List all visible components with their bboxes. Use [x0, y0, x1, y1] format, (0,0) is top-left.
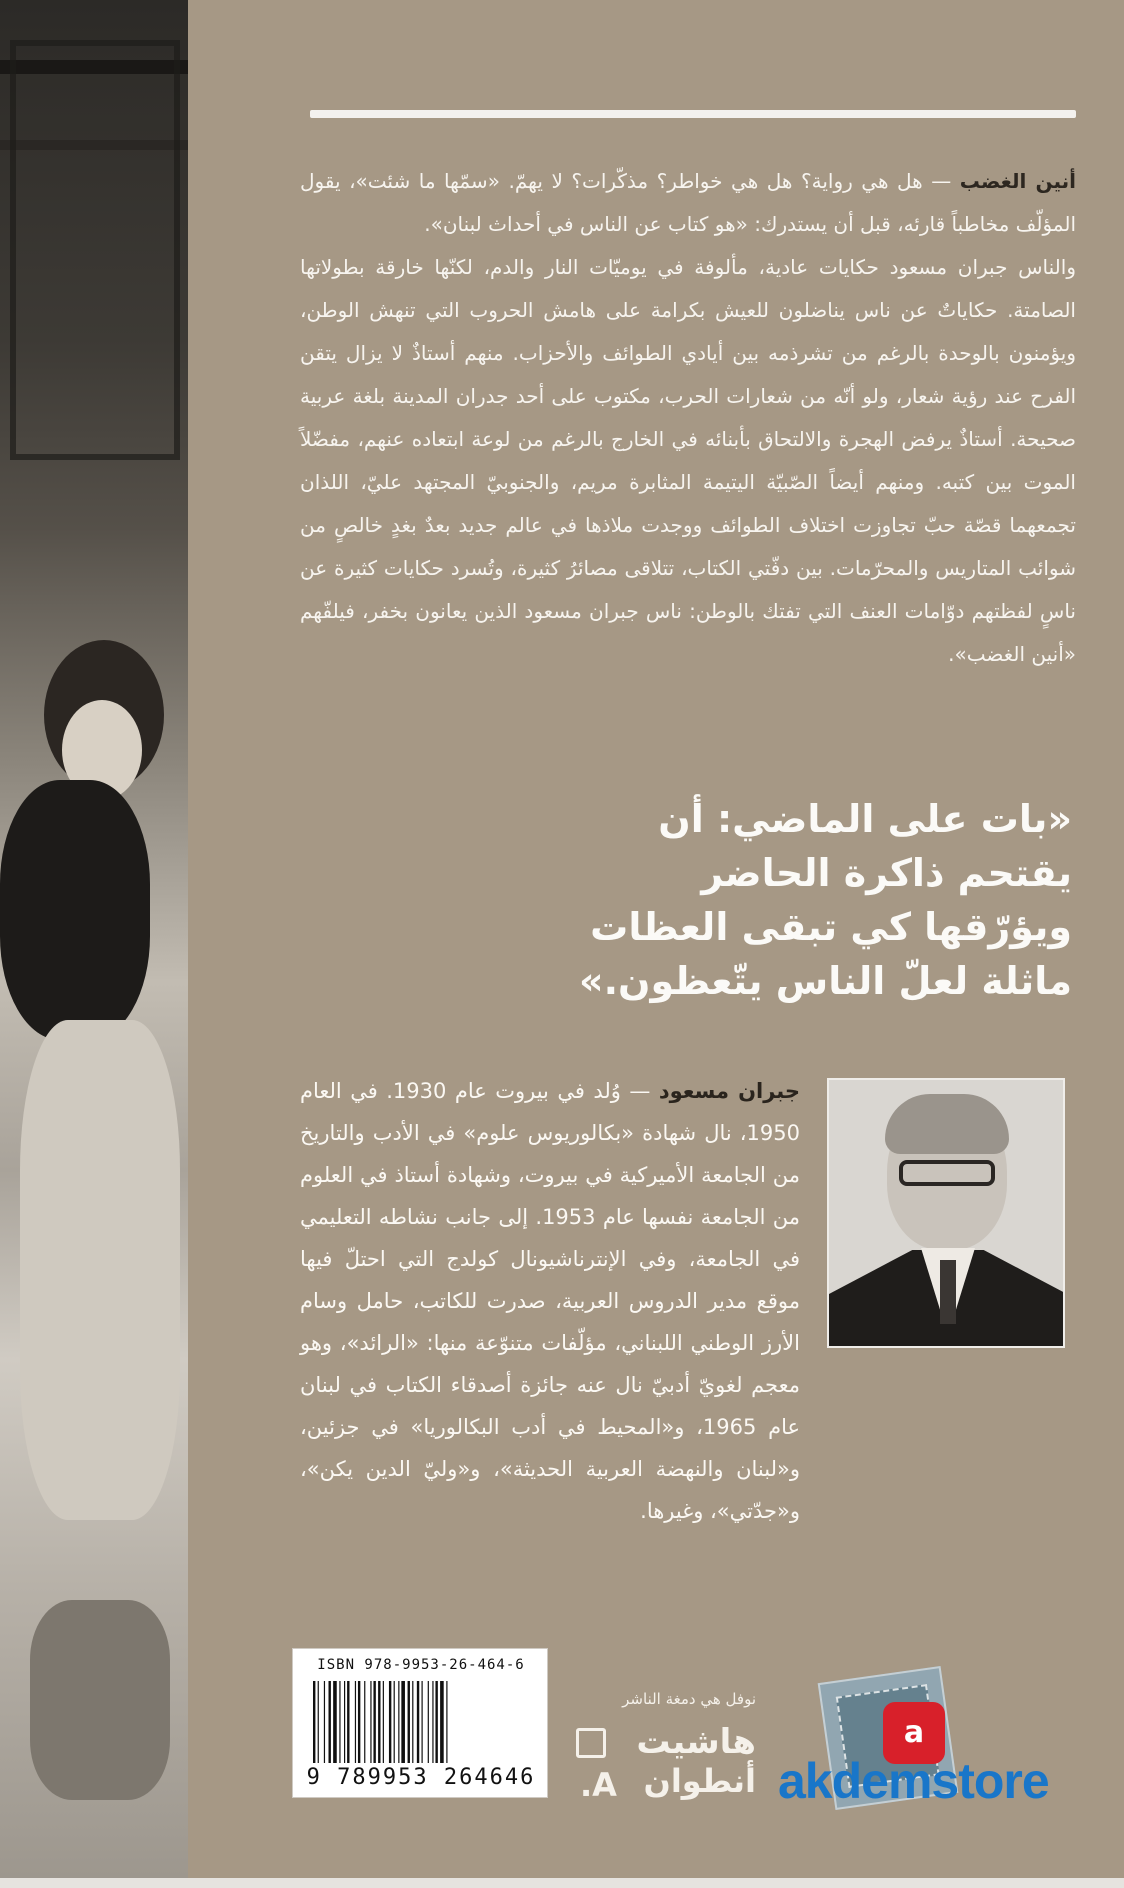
quote-line: يقتحم ذاكرة الحاضر	[701, 851, 1072, 895]
photo-figure-arm	[30, 1600, 170, 1800]
barcode-bar	[370, 1681, 371, 1763]
barcode-bar	[428, 1681, 429, 1763]
isbn-digits: 9 789953 264646	[306, 1765, 536, 1790]
publisher-name-1: هاشيت	[636, 1722, 756, 1762]
publisher-logo	[556, 1722, 756, 1804]
publisher-mark: A.	[580, 1766, 617, 1804]
barcode-bar	[378, 1681, 380, 1763]
store-watermark: akdemstore	[778, 1753, 1049, 1809]
blurb-paragraph-1	[300, 160, 1076, 246]
barcode-bar	[408, 1681, 410, 1763]
hachette-icon	[576, 1728, 606, 1758]
barcode-bars	[311, 1681, 531, 1763]
barcode-bar	[344, 1681, 345, 1763]
quote-line: ويؤرّقها كي تبقى العظات	[590, 905, 1072, 949]
barcode-bar	[412, 1681, 413, 1763]
book-blurb	[300, 160, 1076, 676]
publisher-note: نوفل هي دمغة الناشر	[622, 1690, 756, 1708]
barcode-bar	[432, 1681, 433, 1763]
author-bio	[300, 1070, 800, 1532]
barcode-bar	[333, 1681, 337, 1763]
barcode-bar	[364, 1681, 365, 1763]
barcode-bar	[417, 1681, 419, 1763]
blurb-intro: — هل هي رواية؟ هل هي خواطر؟ مذكّرات؟ لا يهمّ. «سمّها ما شئت»، يقول المؤلّف مخاطباً قارئه، قبل أن يستدرك: «هو كتاب عن الناس في أحداث لبنان».	[300, 169, 1076, 236]
portrait-hair	[885, 1094, 1009, 1154]
publisher-name-2: أنطوان	[643, 1762, 756, 1800]
quote-line: ماثلة لعلّ الناس يتّعظون.»	[579, 959, 1072, 1003]
barcode-bar	[389, 1681, 391, 1763]
barcode-bar	[401, 1681, 405, 1763]
barcode-bar	[318, 1681, 319, 1763]
blurb-paragraph-2: والناس جبران مسعود حكايات عادية، مألوفة في يوميّات النار والدم، لكنّها خارقة بطولاتها الصامتة. حكاياتٌ عن ناس يناضلون للعيش بكرامة على هامش الحروب التي تنهش الوطن، ويؤمنون بالوحدة بالرغم من تشرذمه بين أيادي الطوائف والأحزاب. منهم أستاذٌ لا يزال يتقن الفرح عند رؤية شعار، ولو أنّه من شعارات الحرب، مكتوب على أحد جدران المدينة بلغة عربية صحيحة. أستاذٌ يرفض الهجرة والالتحاق بأبنائه في الخارج بالرغم من لوعة ابتعاده عنهم، مفضّلاً الموت بين كتبه. ومنهم أيضاً الصّبيّة اليتيمة المثابرة مريم، والجنوبيّ المجتهد عليّ، اللذان تجمعهما قصّة حبّ تجاوزت اختلاف الطوائف ووجدت ملاذها في عالم جديد بعدٌ بغدٍ خالصٍ من شوائب المتاريس والمحرّمات. بين دفّتي الكتاب، تتلاقى مصائرُ كثيرة، وتُسرد حكايات كثيرة عن ناسٍ لفظتهم دوّامات العنف التي تفتك بالوطن: ناس جبران مسعود الذين يعانون بخفر، فيلفّهم «أنين الغضب».	[300, 255, 1076, 666]
barcode-bar	[398, 1681, 399, 1763]
photo-window-frame	[10, 40, 180, 460]
barcode-bar	[394, 1681, 395, 1763]
barcode-bar	[347, 1681, 349, 1763]
author-portrait	[827, 1078, 1065, 1348]
barcode-bar	[422, 1681, 423, 1763]
barcode-bar	[440, 1681, 444, 1763]
portrait-glasses	[899, 1160, 995, 1186]
barcode-bar	[313, 1681, 315, 1763]
quote-line: «بات على الماضي: أن	[658, 797, 1072, 841]
barcode-bar	[373, 1681, 375, 1763]
barcode-bar	[339, 1681, 340, 1763]
photo-figure-dark	[0, 780, 150, 1040]
barcode-bar	[435, 1681, 437, 1763]
barcode-bar	[358, 1681, 360, 1763]
barcode-bar	[355, 1681, 356, 1763]
portrait-tie	[940, 1260, 956, 1324]
barcode-bar	[324, 1681, 325, 1763]
author-bio-text: — وُلد في بيروت عام 1930. في العام 1950، نال شهادة «بكالوريوس علوم» في الأدب والتاريخ من الجامعة الأميركية في بيروت، وشهادة أستاذ في العلوم من الجامعة نفسها عام 1953. إلى جانب نشاطه التعليمي في الجامعة، وفي الإنترناشيونال كولدج التي احتلّ فيها موقع مدير الدروس العربية، صدرت للكاتب، حامل وسام الأرز الوطني اللبناني، مؤلّفات متنوّعة منها: «الرائد»، وهو معجم لغويّ أدبيّ نال عنه جائزة أصدقاء الكتاب في لبنان عام 1965، و«المحيط في أدب البكالوريا» في جزئين، و«لبنان والنهضة العربية الحديثة»، و«وليّ الدين يكن»، و«جدّتي»، وغيرها.	[300, 1079, 800, 1523]
pull-quote	[300, 792, 1072, 1008]
top-divider	[310, 110, 1076, 118]
barcode-bar	[329, 1681, 331, 1763]
page-bottom-edge	[0, 1878, 1124, 1888]
blurb-title: أنين الغضب	[959, 169, 1076, 193]
barcode-bar	[446, 1681, 447, 1763]
isbn-barcode	[292, 1648, 548, 1798]
isbn-label: ISBN 978-9953-26-464-6	[317, 1657, 525, 1673]
author-name: جبران مسعود	[658, 1079, 800, 1103]
cart-icon: a	[883, 1702, 945, 1764]
photo-figure-back	[20, 1020, 180, 1520]
barcode-bar	[383, 1681, 384, 1763]
cover-photo-strip	[0, 0, 188, 1888]
